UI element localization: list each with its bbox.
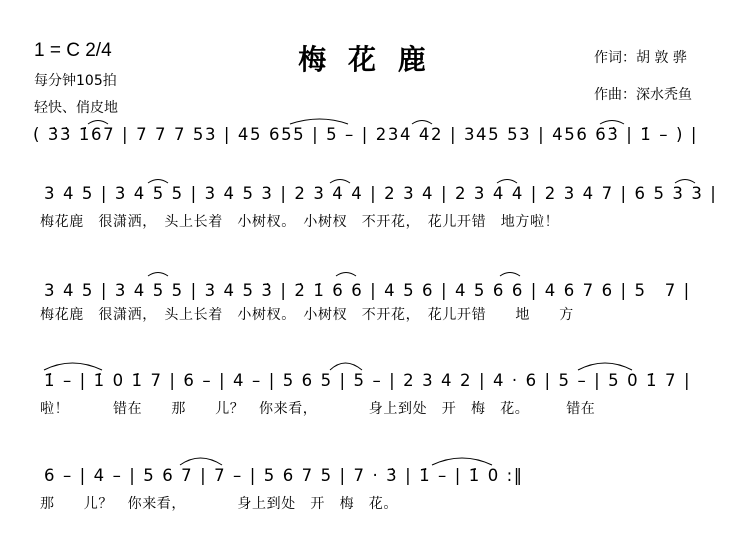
lyrics-row-3: 梅花鹿 很潇洒， 头上长着 小树杈。 小树杈 不开花， 花儿开错 地 方 (40, 307, 574, 323)
slur (497, 180, 517, 184)
slur (500, 273, 520, 277)
song-title: 梅 花 鹿 (298, 43, 432, 76)
notation-row-1: ( 3̇3̇ 1̇67 | 7 7 7 53 | 45 655 | 5 – | 234 42 | 345 53 | 456 63̇ | 1̇ – ) | (33, 125, 698, 144)
tempo-marking: 每分钟105拍 (34, 73, 117, 89)
notation-row-3: 3 4 5 | 3 4 5 5 | 3 4 5 3̇ | 2̇ 1̇ 6 6 | 4 5 6 | 4 5 6 6 | 4 6 7 6 | 5 7 | (44, 281, 691, 300)
composer-credit: 作曲：深水秃鱼 (594, 87, 692, 103)
notation-row-2: 3 4 5 | 3 4 5 5 | 3 4 5 3 | 2 3 4 4 | 2 3 4 | 2 3 4 4 | 2 3 4 7 | 6 5 3 3 | (44, 184, 718, 203)
lyrics-row-2: 梅花鹿 很潇洒， 头上长着 小树杈。 小树杈 不开花， 花儿开错 地方啦！ (40, 214, 560, 230)
lyricist-credit: 作词：胡 敦 骅 (594, 50, 687, 66)
slur (432, 458, 492, 465)
notation-row-4: 1̇ – | 1̇ 0 1̇ 7 | 6 – | 4 – | 5 6 5 | 5 – | 2 3 4 2 | 4 · 6 | 5 – | 5 0 1̇ 7 | (44, 371, 692, 390)
slur (88, 121, 108, 125)
slur (330, 180, 350, 184)
slur (148, 273, 168, 277)
notation-row-5: 6 – | 4 – | 5 6 7 | 7 – | 5 6 7 5 | 7 · 3̇ | 1̇ – | 1̇ 0 :‖ (44, 466, 524, 485)
slur (578, 363, 632, 370)
slur (600, 121, 624, 125)
lyrics-row-5: 那 儿？ 你来看， 身上到处 开 梅 花。 (40, 496, 398, 512)
slur (44, 363, 102, 370)
expression-marking: 轻快、俏皮地 (34, 100, 118, 116)
lyrics-row-4: 啦！ 错在 那 儿？ 你来看， 身上到处 开 梅 花。 错在 (40, 401, 596, 417)
slur (180, 458, 222, 465)
slur (330, 363, 362, 370)
key-signature: 1 = C 2/4 (34, 40, 112, 61)
slur (336, 273, 356, 277)
slur (412, 121, 432, 125)
slur (148, 180, 168, 184)
slur (290, 119, 348, 124)
slur (675, 180, 695, 184)
